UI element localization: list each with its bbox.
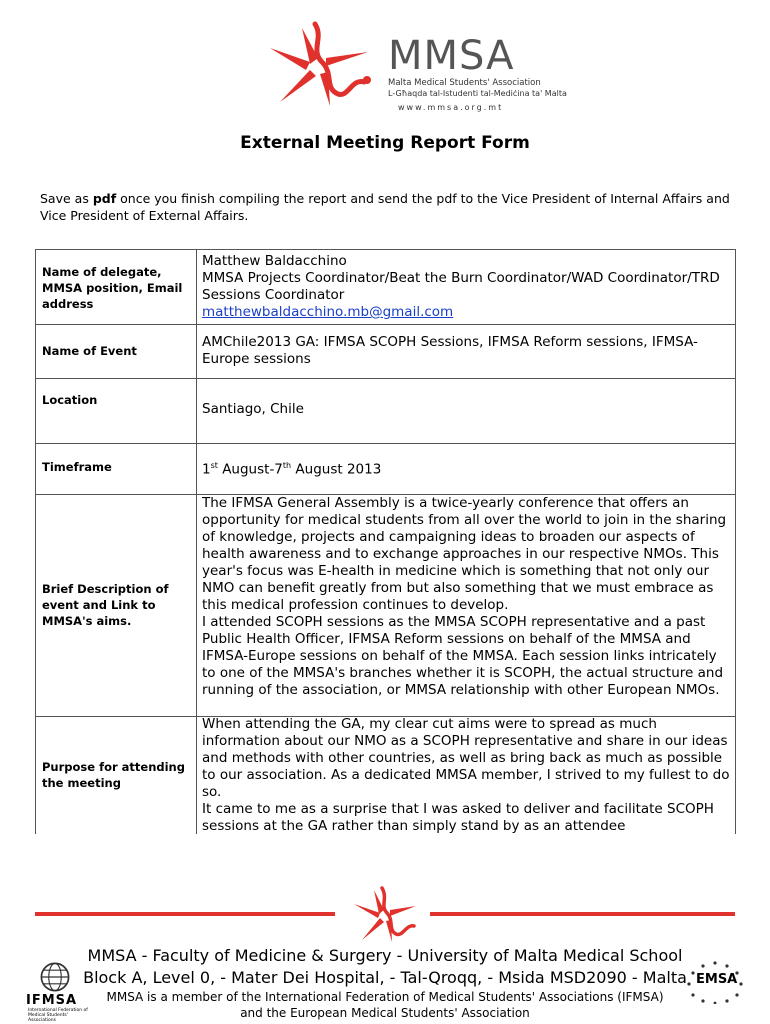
event-value: AMChile2013 GA: IFMSA SCOPH Sessions, IFMSA Reform sessions, IFMSA-Europe sessions	[202, 334, 698, 367]
purpose-value	[202, 716, 730, 835]
purpose-paragraph-1: When attending the GA, my clear cut aims were to spread as much information about our NMO as a SCOPH representative and share in our ideas and methods with other countries, as well as bring back as much as possible to our association. As a dedicated MMSA member, I strived to my fullest to do so.	[202, 716, 730, 800]
delegate-row	[36, 250, 735, 325]
ifmsa-logo-subtitle: International Federation of Medical Students' Associations	[28, 1008, 88, 1023]
footer-membership-line-2: and the European Medical Students' Association	[240, 1006, 530, 1020]
location-label: Location	[42, 393, 98, 407]
report-table	[35, 249, 736, 834]
brand-full-name: Malta Medical Students' Association	[388, 78, 541, 88]
footer-address-line-1: MMSA - Faculty of Medicine & Surgery - University of Malta Medical School	[87, 946, 683, 965]
footer-divider-right	[430, 912, 735, 916]
delegate-position: MMSA Projects Coordinator/Beat the Burn Coordinator/WAD Coordinator/TRD Sessions Coordinator	[202, 270, 720, 303]
footer-divider-left	[35, 912, 335, 916]
brand-url: www.mmsa.org.mt	[398, 103, 504, 112]
purpose-paragraph-2: It came to me as a surprise that I was asked to deliver and facilitate SCOPH sessions at the GA rather than simply stand by as an attendee	[202, 801, 714, 834]
instructions: Save as pdf once you finish compiling the report and send the pdf to the Vice President of Internal Affairs and Vice President of External Affairs.	[40, 191, 730, 223]
event-row	[36, 325, 735, 379]
timeframe-row	[36, 444, 735, 495]
ifmsa-logo-text: IFMSA	[26, 993, 78, 1008]
purpose-label: Purpose for attending the meeting	[42, 760, 185, 790]
description-paragraph-2: I attended SCOPH sessions as the MMSA SCOPH representative and a past Public Health Officer, IFMSA Reform sessions on behalf of the MMSA and IFMSA-Europe sessions on behalf of the MMSA. Each session links intricately to one of the MMSA's branches whether it is SCOPH, the actual structure and running of the association, or MMSA relationship with other European NMOs.	[202, 614, 724, 698]
pdf-emphasis: pdf	[92, 191, 117, 206]
emsa-logo-text: EMSA	[696, 972, 738, 987]
description-paragraph-1: The IFMSA General Assembly is a twice-yearly conference that offers an opportunity for medical students from all over the world to join in the sharing of knowledge, projects and campaigning ideas to broaden our aspects of health awareness and to exchange approaches in our respective NMOs. This year's focus was E-health in medicine which is something that not only our NMO can benefit greatly from but also something that we must embrace as this medical profession continues to develop.	[202, 495, 727, 613]
timeframe-value: 1st August-7th August 2013	[202, 461, 382, 478]
purpose-row	[36, 717, 735, 834]
footer-address-line-2: Block A, Level 0, - Mater Dei Hospital, - Tal-Qroqq, - Msida MSD2090 - Malta	[83, 968, 687, 987]
mmsa-footer-logo-icon	[338, 884, 428, 946]
delegate-email-link[interactable]: matthewbaldacchino.mb@gmail.com	[202, 304, 454, 320]
footer-membership-line-1: MMSA is a member of the International Federation of Medical Students' Associations (IFMSA)	[106, 990, 664, 1004]
brand-maltese-name: L-Għaqda tal-Istudenti tal-Mediċina ta' Malta	[388, 89, 567, 98]
location-row	[36, 379, 735, 444]
delegate-label: Name of delegate, MMSA position, Email address	[42, 265, 183, 311]
location-value: Santiago, Chile	[202, 401, 304, 417]
delegate-value	[202, 253, 730, 321]
description-row	[36, 495, 735, 717]
page-title: External Meeting Report Form	[240, 133, 530, 153]
ifmsa-globe-icon	[38, 960, 72, 994]
delegate-name: Matthew Baldacchino	[202, 253, 347, 269]
mmsa-logo-icon	[240, 18, 390, 110]
timeframe-label: Timeframe	[42, 460, 112, 474]
description-label: Brief Description of event and Link to MMSA's aims.	[42, 582, 169, 628]
brand-name: MMSA	[388, 33, 515, 79]
description-value	[202, 495, 730, 699]
event-label: Name of Event	[42, 344, 137, 358]
